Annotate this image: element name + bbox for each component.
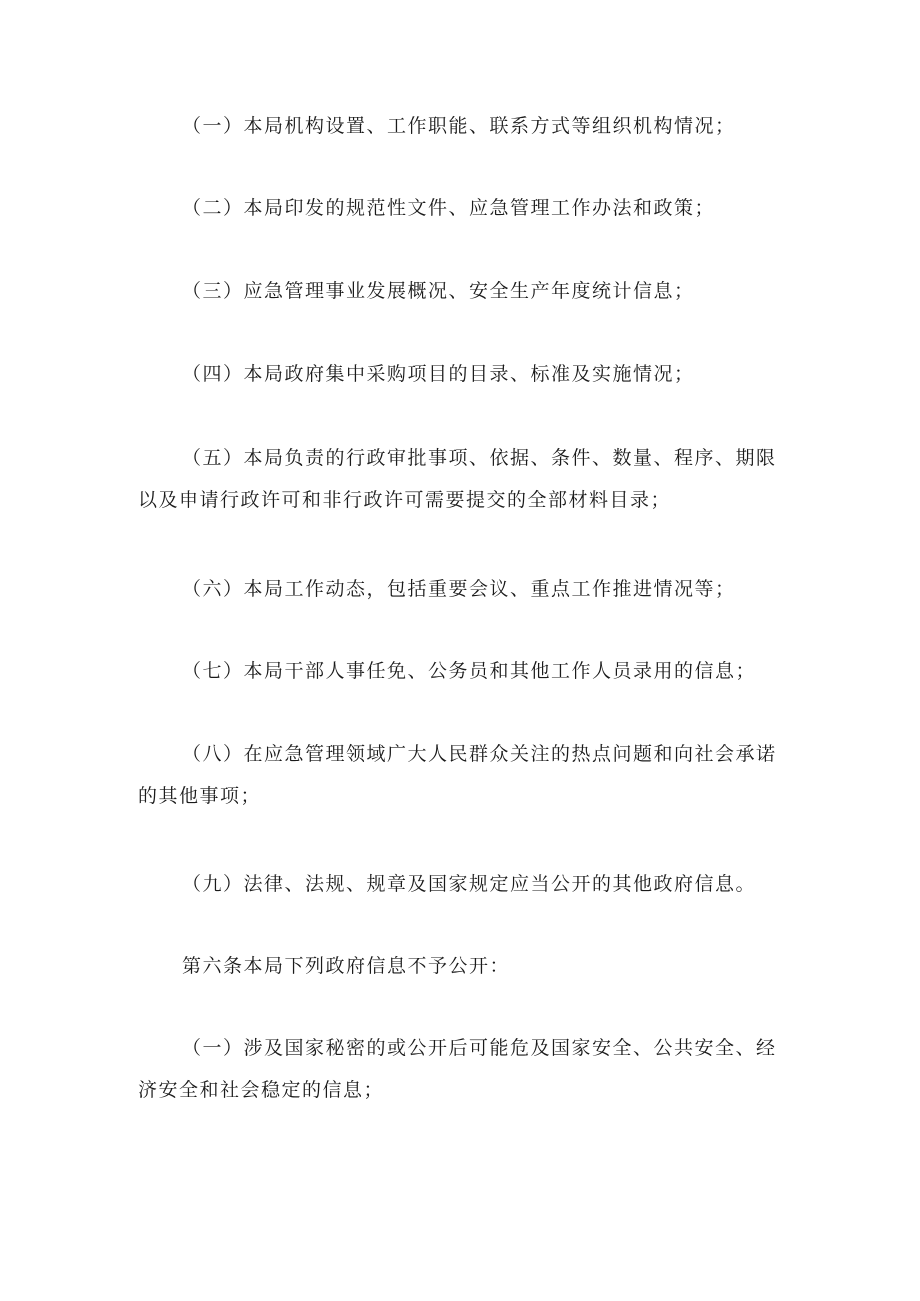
article-6-heading: 第六条本局下列政府信息不予公开：	[182, 955, 511, 977]
paragraph-1: （一）本局机构设置、工作职能、联系方式等组织机构情况；	[182, 115, 736, 137]
paragraph-4: （四）本局政府集中采购项目的目录、标准及实施情况；	[182, 363, 695, 385]
paragraph-3: （三）应急管理事业发展概况、安全生产年度统计信息；	[182, 280, 695, 302]
paragraph-2: （二）本局印发的规范性文件、应急管理工作办法和政策；	[182, 197, 716, 219]
paragraph-8: （八）在应急管理领域广大人民群众关注的热点问题和向社会承诺的其他事项；	[138, 743, 777, 807]
paragraph-6: （六）本局工作动态，包括重要会议、重点工作推进情况等；	[182, 578, 736, 600]
paragraph-5: （五）本局负责的行政审批事项、依据、条件、数量、程序、期限以及申请行政许可和非行政许可需要提交的全部材料目录；	[138, 447, 777, 511]
paragraph-11: （一）涉及国家秘密的或公开后可能危及国家安全、公共安全、经济安全和社会稳定的信息；	[138, 1037, 777, 1101]
paragraph-9: （九）法律、法规、规章及国家规定应当公开的其他政府信息。	[182, 873, 757, 895]
paragraph-7: （七）本局干部人事任免、公务员和其他工作人员录用的信息；	[182, 660, 757, 682]
